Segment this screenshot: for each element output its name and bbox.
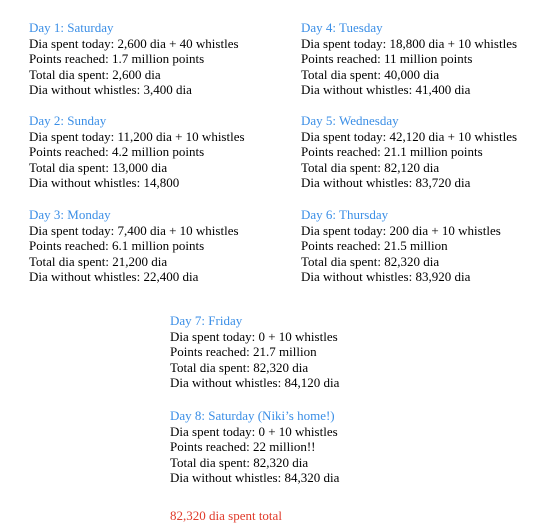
points-reached: Points reached: 1.7 million points xyxy=(29,51,205,66)
day-block-8 xyxy=(170,408,339,486)
dia-spent-today: Dia spent today: 2,600 dia + 40 whistles xyxy=(29,35,239,51)
day-block-4 xyxy=(301,20,517,98)
total-dia-spent: Total dia spent: 82,320 dia xyxy=(301,253,440,269)
points-reached: Points reached: 11 million points xyxy=(301,51,473,66)
total-dia-spent: Total dia spent: 2,600 dia xyxy=(29,66,161,82)
dia-without-whistles: Dia without whistles: 3,400 dia xyxy=(29,82,192,97)
points-reached: Points reached: 21.5 million xyxy=(301,238,448,253)
dia-spent-today: Dia spent today: 11,200 dia + 10 whistles xyxy=(29,128,245,144)
day-title: Day 3: Monday xyxy=(29,207,111,222)
total-dia-spent: Total dia spent: 21,200 dia xyxy=(29,253,168,269)
day-title: Day 5: Wednesday xyxy=(301,113,399,128)
dia-spent-today: Dia spent today: 42,120 dia + 10 whistles xyxy=(301,128,518,144)
points-reached: Points reached: 6.1 million points xyxy=(29,238,205,253)
points-reached: Points reached: 22 million!! xyxy=(170,439,316,454)
day-title: Day 7: Friday xyxy=(170,313,243,328)
dia-spent-today: Dia spent today: 7,400 dia + 10 whistles xyxy=(29,222,239,238)
points-reached: Points reached: 21.7 million xyxy=(170,344,317,359)
day-block-6 xyxy=(301,207,501,285)
day-block-3 xyxy=(29,207,239,285)
points-reached: Points reached: 4.2 million points xyxy=(29,144,205,159)
total-dia-spent: Total dia spent: 82,320 dia xyxy=(170,454,309,470)
points-reached: Points reached: 21.1 million points xyxy=(301,144,483,159)
day-title: Day 6: Thursday xyxy=(301,207,389,222)
dia-spent-today: Dia spent today: 0 + 10 whistles xyxy=(170,328,338,344)
dia-without-whistles: Dia without whistles: 22,400 dia xyxy=(29,269,199,284)
dia-without-whistles: Dia without whistles: 84,120 dia xyxy=(170,375,340,390)
day-title: Day 4: Tuesday xyxy=(301,20,383,35)
day-block-7 xyxy=(170,313,339,391)
total-summary: 82,320 dia spent total xyxy=(170,508,282,523)
day-title: Day 1: Saturday xyxy=(29,20,114,35)
dia-without-whistles: Dia without whistles: 41,400 dia xyxy=(301,82,471,97)
total-dia-spent: Total dia spent: 40,000 dia xyxy=(301,66,440,82)
dia-without-whistles: Dia without whistles: 83,720 dia xyxy=(301,175,471,190)
dia-spent-today: Dia spent today: 200 dia + 10 whistles xyxy=(301,222,501,238)
day-block-2 xyxy=(29,113,245,191)
day-title: Day 8: Saturday (Niki’s home!) xyxy=(170,408,335,423)
dia-without-whistles: Dia without whistles: 83,920 dia xyxy=(301,269,471,284)
day-block-5 xyxy=(301,113,517,191)
total-dia-spent: Total dia spent: 13,000 dia xyxy=(29,159,168,175)
dia-spent-today: Dia spent today: 0 + 10 whistles xyxy=(170,423,338,439)
dia-without-whistles: Dia without whistles: 84,320 dia xyxy=(170,470,340,485)
day-block-1 xyxy=(29,20,239,98)
dia-without-whistles: Dia without whistles: 14,800 xyxy=(29,175,180,190)
total-dia-spent: Total dia spent: 82,120 dia xyxy=(301,159,440,175)
day-title: Day 2: Sunday xyxy=(29,113,107,128)
dia-spent-today: Dia spent today: 18,800 dia + 10 whistles xyxy=(301,35,518,51)
total-dia-spent: Total dia spent: 82,320 dia xyxy=(170,359,309,375)
